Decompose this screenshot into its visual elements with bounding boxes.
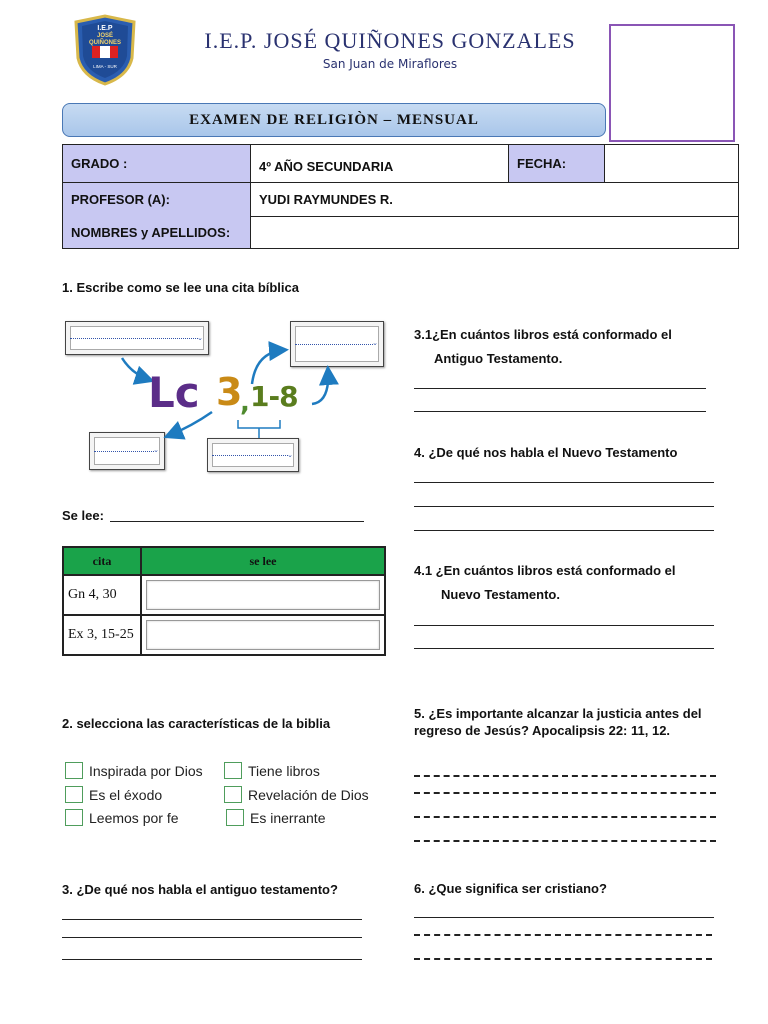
svg-text:QUIÑONES: QUIÑONES bbox=[88, 40, 122, 46]
answer-line[interactable] bbox=[414, 411, 706, 412]
answer-line[interactable] bbox=[414, 482, 714, 483]
question-4: 4. ¿De qué nos habla el Nuevo Testamento bbox=[414, 445, 678, 460]
svg-text:JOSÉ: JOSÉ bbox=[96, 33, 114, 39]
answer-line[interactable] bbox=[414, 388, 706, 389]
nombres-field[interactable] bbox=[251, 217, 739, 249]
svg-text:LIMA - SUR: LIMA - SUR bbox=[93, 64, 117, 69]
answer-line-dashed[interactable] bbox=[414, 958, 712, 960]
district-name: San Juan de Miraflores bbox=[322, 57, 458, 71]
answer-line-dashed[interactable] bbox=[414, 792, 716, 794]
cita-table bbox=[62, 546, 386, 656]
cita-chapter-text: 3 bbox=[216, 370, 243, 414]
question-4-1-line2: Nuevo Testamento. bbox=[441, 587, 560, 602]
se-lee-answer-line[interactable] bbox=[110, 521, 364, 522]
answer-line[interactable] bbox=[62, 919, 362, 920]
se-lee-answer-field[interactable] bbox=[141, 615, 385, 655]
exam-title: EXAMEN DE RELIGIÒN – MENSUAL bbox=[62, 103, 606, 137]
answer-line-dashed[interactable] bbox=[414, 816, 716, 818]
cita-cell: Ex 3, 15-25 bbox=[63, 615, 141, 655]
cita-diagram bbox=[62, 316, 392, 478]
answer-line[interactable] bbox=[414, 506, 714, 507]
question-1: 1. Escribe como se lee una cita bíblica bbox=[62, 280, 299, 295]
question-5-line1: 5. ¿Es importante alcanzar la justicia antes del bbox=[414, 706, 702, 721]
diagram-answer-box-book[interactable]: ⌄ bbox=[65, 321, 209, 355]
cita-header: cita bbox=[63, 547, 141, 575]
answer-line-dashed[interactable] bbox=[414, 934, 712, 936]
se-lee-answer-field[interactable] bbox=[141, 575, 385, 615]
grado-value: 4º AÑO SECUNDARIA bbox=[251, 145, 509, 183]
cita-comma-text: , bbox=[240, 388, 250, 418]
profesor-label: PROFESOR (A): bbox=[63, 183, 251, 217]
school-name: I.E.P. JOSÉ QUIÑONES GONZALES bbox=[204, 28, 576, 53]
se-lee-header: se lee bbox=[141, 547, 385, 575]
question-2: 2. selecciona las características de la biblia bbox=[62, 716, 331, 731]
option-checkbox[interactable]: Es inerrante bbox=[226, 809, 325, 826]
diagram-answer-box-chapter[interactable]: ⌄ bbox=[89, 432, 165, 470]
answer-line[interactable] bbox=[62, 937, 362, 938]
profesor-value: YUDI RAYMUNDES R. bbox=[251, 183, 739, 217]
option-checkbox[interactable]: Es el éxodo bbox=[65, 786, 162, 803]
question-6: 6. ¿Que significa ser cristiano? bbox=[414, 881, 607, 896]
school-logo bbox=[70, 14, 140, 86]
option-checkbox[interactable]: Leemos por fe bbox=[65, 809, 179, 826]
answer-line[interactable] bbox=[414, 917, 714, 918]
diagram-answer-box-verses[interactable]: ⌄ bbox=[290, 321, 384, 367]
answer-line-dashed[interactable] bbox=[414, 775, 716, 777]
answer-line[interactable] bbox=[414, 530, 714, 531]
question-3-1-line2: Antiguo Testamento. bbox=[434, 351, 563, 366]
diagram-answer-box-separator[interactable]: ⌄ bbox=[207, 438, 299, 472]
question-3: 3. ¿De qué nos habla el antiguo testamento? bbox=[62, 882, 338, 897]
answer-line[interactable] bbox=[62, 959, 362, 960]
student-info-table bbox=[62, 144, 739, 249]
question-3-1-line1: 3.1¿En cuántos libros está conformado el bbox=[414, 327, 672, 342]
photo-box bbox=[609, 24, 735, 142]
cita-cell: Gn 4, 30 bbox=[63, 575, 141, 615]
option-checkbox[interactable]: Revelación de Dios bbox=[224, 786, 369, 803]
question-5-line2: regreso de Jesús? Apocalipsis 22: 11, 12. bbox=[414, 723, 671, 738]
svg-text:I.E.P: I.E.P bbox=[97, 25, 113, 32]
answer-line[interactable] bbox=[414, 648, 714, 649]
cita-verses-text: 1-8 bbox=[250, 380, 298, 413]
fecha-label: FECHA: bbox=[509, 145, 605, 183]
cita-book-text: Lc bbox=[148, 368, 200, 417]
answer-line[interactable] bbox=[414, 625, 714, 626]
se-lee-label: Se lee: bbox=[62, 508, 104, 523]
option-checkbox[interactable]: Tiene libros bbox=[224, 762, 320, 779]
question-4-1-line1: 4.1 ¿En cuántos libros está conformado el bbox=[414, 563, 676, 578]
grado-label: GRADO : bbox=[63, 145, 251, 183]
fecha-field[interactable] bbox=[605, 145, 739, 183]
nombres-label: NOMBRES y APELLIDOS: bbox=[63, 217, 251, 249]
answer-line-dashed[interactable] bbox=[414, 840, 716, 842]
option-checkbox[interactable]: Inspirada por Dios bbox=[65, 762, 203, 779]
